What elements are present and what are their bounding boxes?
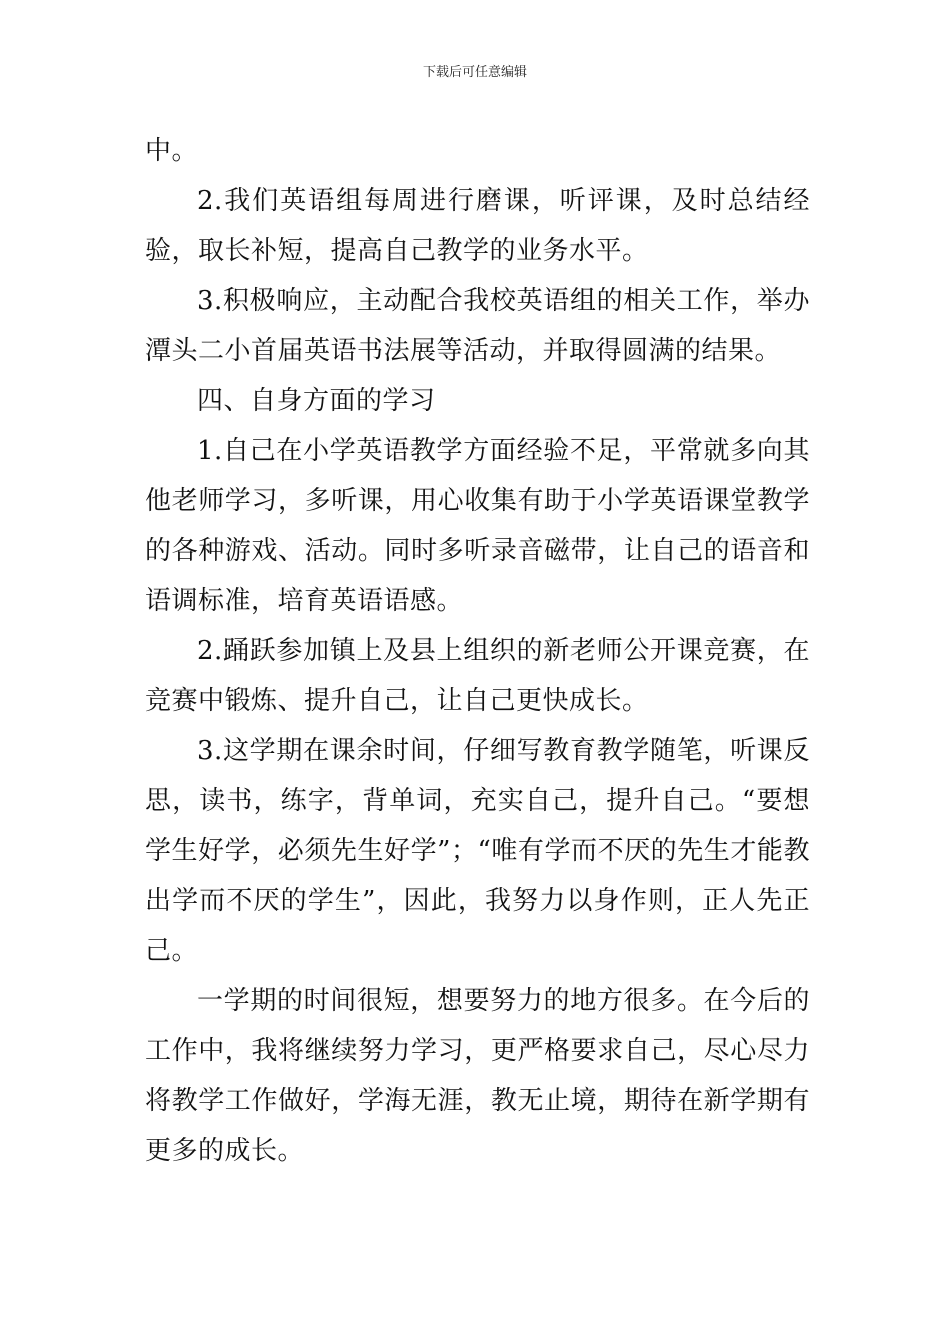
paragraph-item-3-calligraphy-show: 3.积极响应，主动配合我校英语组的相关工作，举办潭头二小首届英语书法展等活动，并取得圆满的结果。 <box>145 286 810 366</box>
paragraph-self-study-2: 2.踊跃参加镇上及县上组织的新老师公开课竞赛，在竞赛中锻炼、提升自己，让自己更快成长。 <box>145 636 810 716</box>
document-body <box>145 126 810 1176</box>
section-heading-self-study: 四、自身方面的学习 <box>197 386 436 416</box>
paragraph-self-study-1: 1.自己在小学英语教学方面经验不足，平常就多向其他老师学习，多听课，用心收集有助于小学英语课堂教学的各种游戏、活动。同时多听录音磁带，让自己的语音和语调标准，培育英语语感。 <box>145 436 810 616</box>
paragraph-continuation: 中。 <box>145 136 199 166</box>
page-header: 下载后可任意编辑 <box>422 65 527 80</box>
paragraph-self-study-3: 3.这学期在课余时间，仔细写教育教学随笔，听课反思，读书，练字，背单词，充实自己，提升自己。“要想学生好学，必须先生好学”；“唯有学而不厌的先生才能教出学而不厌的学生”，因此，我努力以身作则，正人先正己。 <box>145 736 810 966</box>
paragraph-item-2-lesson-polishing: 2.我们英语组每周进行磨课，听评课，及时总结经验，取长补短，提高自己教学的业务水平。 <box>145 186 810 266</box>
paragraph-conclusion: 一学期的时间很短，想要努力的地方很多。在今后的工作中，我将继续努力学习，更严格要求自己，尽心尽力将教学工作做好，学海无涯，教无止境，期待在新学期有更多的成长。 <box>145 986 810 1166</box>
